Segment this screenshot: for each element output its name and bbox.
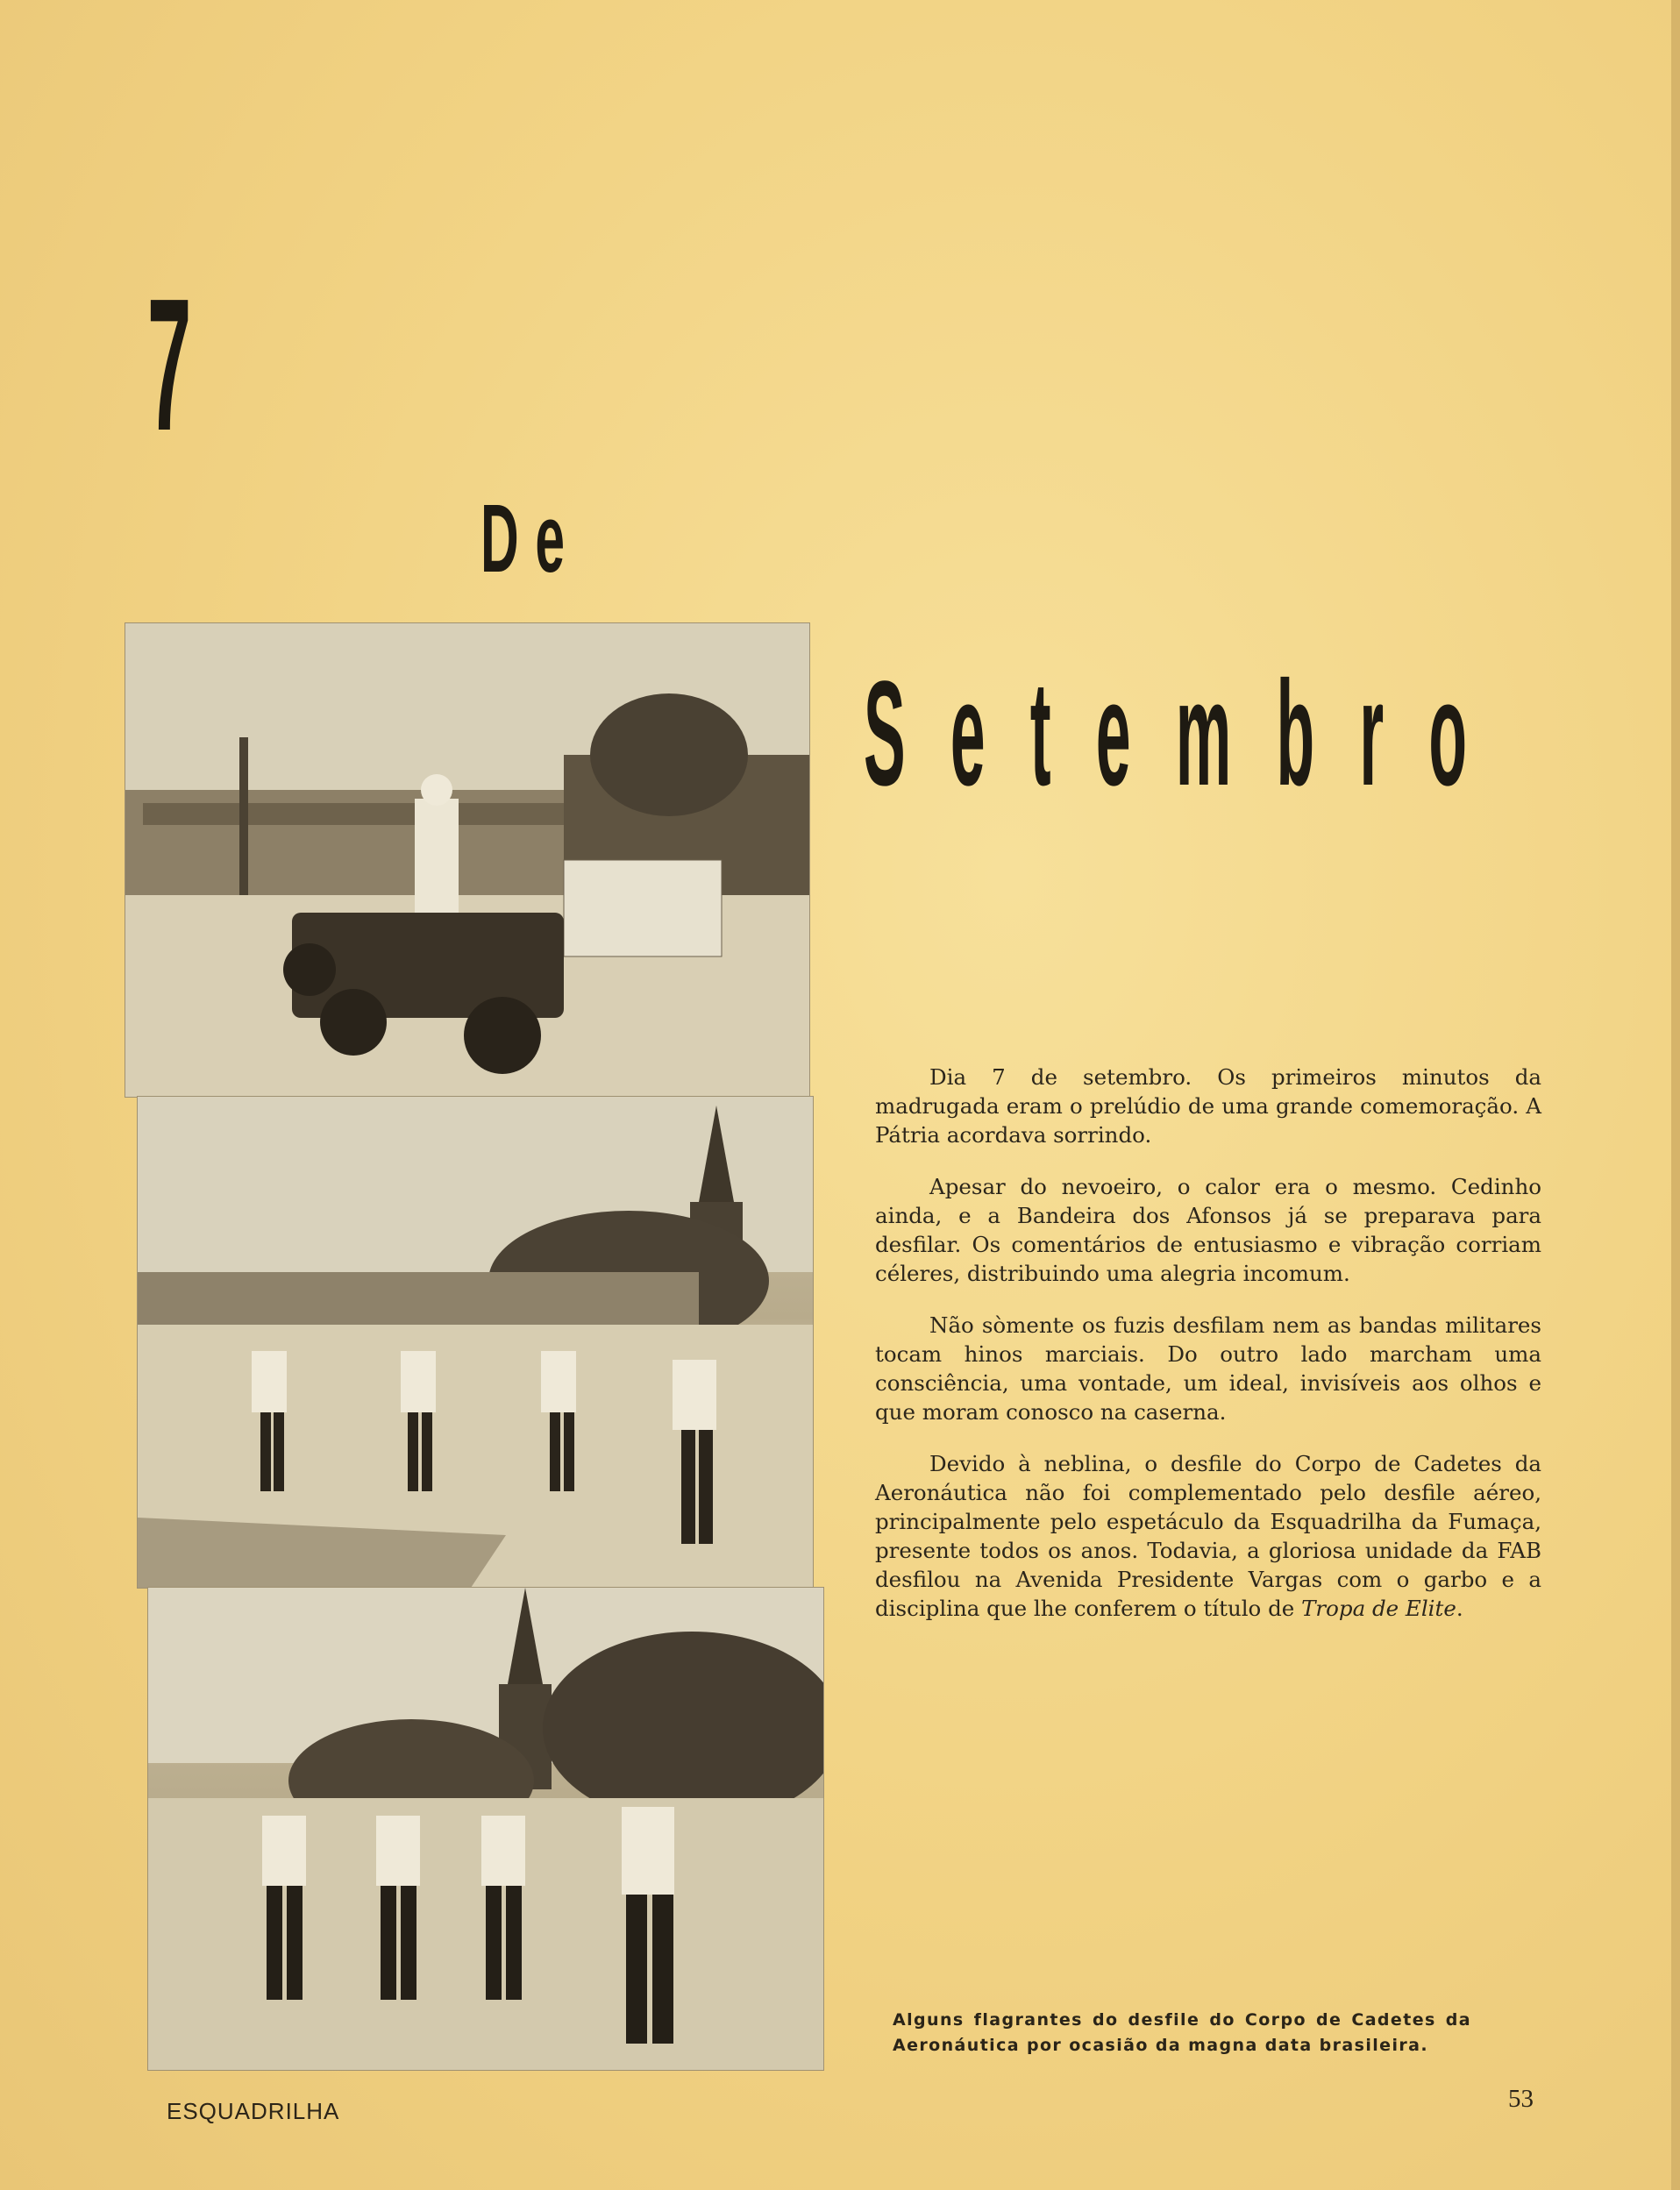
photo-jeep-image <box>125 623 809 1097</box>
page-edge <box>1671 0 1680 2190</box>
photo-column <box>121 622 822 2078</box>
title-number: 7 <box>147 259 192 470</box>
article-body <box>875 1063 1541 1646</box>
photo-caption: Alguns flagrantes do desfile do Corpo de Cadetes da Aeronáutica por ocasião da magna data brasileira. <box>893 2010 1471 2055</box>
magazine-name: ESQUADRILHA <box>167 2098 340 2124</box>
title-setembro: Setembro <box>864 651 1513 817</box>
paragraph-3: Não sòmente os fuzis desfilam nem as bandas militares tocam hinos marciais. Do outro lado marcham uma consciência, uma vontade, um ideal, invisíveis aos olhos e que moram conosco na caserna. <box>875 1312 1541 1425</box>
paragraph-4-italic: Tropa de Elite <box>1301 1596 1456 1621</box>
paragraph-4-end: . <box>1456 1596 1463 1621</box>
photo-march-2 <box>147 1587 824 2071</box>
paragraph-4 <box>875 1449 1541 1623</box>
paragraph-1: Dia 7 de setembro. Os primeiros minutos da madrugada eram o prelúdio de uma grande comemoração. A Pátria acordava sorrindo. <box>875 1064 1541 1148</box>
title-de: De <box>481 485 581 593</box>
paragraph-4-main: Devido à neblina, o desfile do Corpo de Cadetes da Aeronáutica não foi complementado pelo desfile aéreo, principalmente pelo espetáculo da Esquadrilha da Fumaça, presente todos os anos. Todavia, a gloriosa unidade da FAB desfilou na Avenida Presidente Vargas com o garbo e a disciplina que lhe conferem o título de <box>875 1451 1541 1621</box>
paragraph-2: Apesar do nevoeiro, o calor era o mesmo. Cedinho ainda, e a Bandeira dos Afonsos já se preparava para desfilar. Os comentários de entusiasmo e vibração corriam céleres, distribuindo uma alegria incomum. <box>875 1174 1541 1286</box>
photo-march-1-image <box>138 1097 813 1588</box>
photo-march-1 <box>137 1096 814 1589</box>
page-number: 53 <box>1508 2085 1534 2113</box>
photo-march-2-image <box>148 1588 823 2070</box>
photo-jeep <box>125 622 810 1098</box>
